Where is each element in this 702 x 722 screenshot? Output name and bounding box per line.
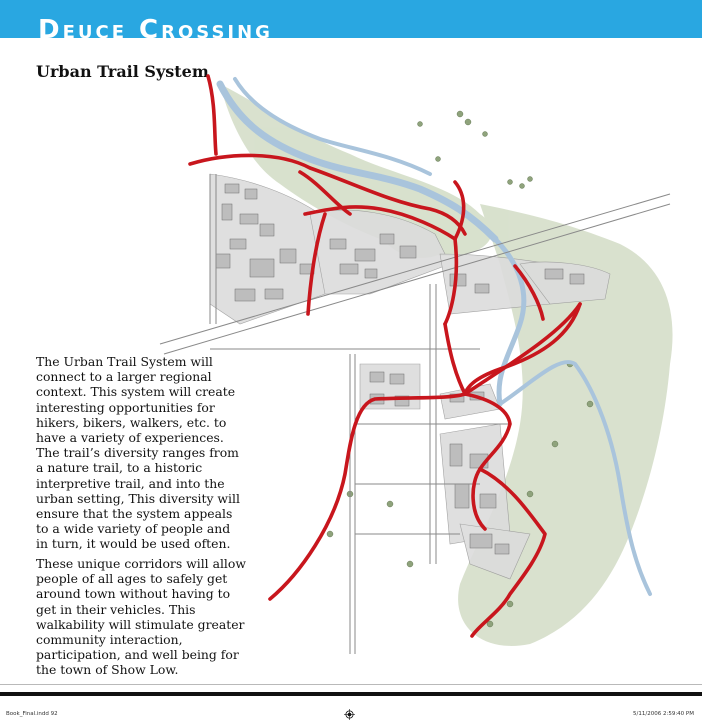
registration-mark-icon [344, 709, 355, 720]
vegetation-areas [220, 84, 673, 646]
slug-date-time: 5/11/2006 2:59:40 PM [633, 711, 694, 717]
banner-title: Deuce Crossing [38, 15, 273, 38]
footer-rule-thin [0, 684, 702, 685]
title-banner [0, 0, 702, 38]
section-heading: Urban Trail System [36, 62, 209, 81]
footer-rule-thick [0, 692, 702, 696]
body-paragraph-2: These unique corridors will allow people of all ages to safely get around town without having to get in their vehicles. This walkability will stimulate greater community interaction, participation, and well being for the town of Show Low. [36, 556, 246, 678]
body-paragraph-1: The Urban Trail System will connect to a larger regional context. This system will create interesting opportunities for hikers, bikers, walkers, etc. to have a variety of experiences. The trail’s diversity ranges from a nature trail, to a historic interpretive trail, and into the urban setting, This diversity will ensure that the system appeals to a wide variety of people and in turn, it would be used often. [36, 354, 240, 552]
slug-file-name: Book_Final.indd 92 [6, 711, 58, 717]
